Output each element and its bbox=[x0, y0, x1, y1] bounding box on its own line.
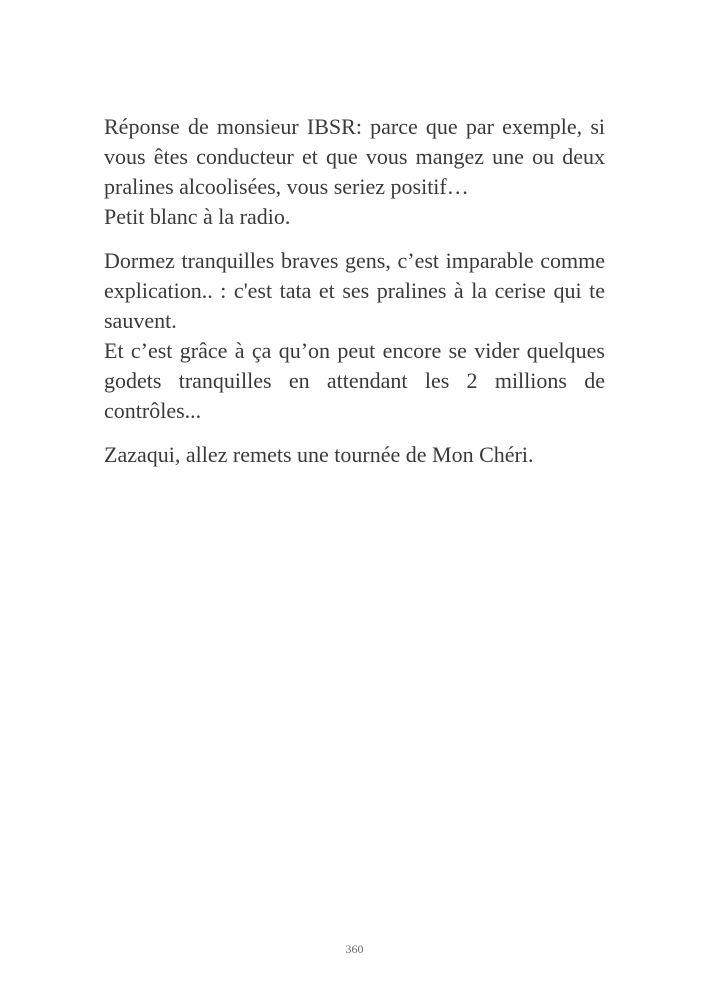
paragraph-1-line-1: Réponse de monsieur IBSR: parce que par exemple, si vous êtes conducteur et que vous mangez une ou deux pralines alcoolisées, vous seriez positif… bbox=[104, 114, 605, 199]
paragraph-3-line-1: Zazaqui, allez remets une tournée de Mon Chéri. bbox=[104, 442, 534, 467]
paragraph-2-line-2: Et c’est grâce à ça qu’on peut encore se vider quelques godets tranquilles en attendant les 2 millions de contrôles... bbox=[104, 338, 605, 423]
paragraph-1 bbox=[104, 112, 605, 232]
body-text bbox=[104, 112, 605, 484]
paragraph-2 bbox=[104, 246, 605, 426]
paragraph-3 bbox=[104, 440, 605, 470]
paragraph-2-line-1: Dormez tranquilles braves gens, c’est imparable comme explication.. : c'est tata et ses pralines à la cerise qui te sauvent. bbox=[104, 248, 605, 333]
paragraph-1-line-2: Petit blanc à la radio. bbox=[104, 204, 291, 229]
page-number: 360 bbox=[345, 942, 364, 956]
